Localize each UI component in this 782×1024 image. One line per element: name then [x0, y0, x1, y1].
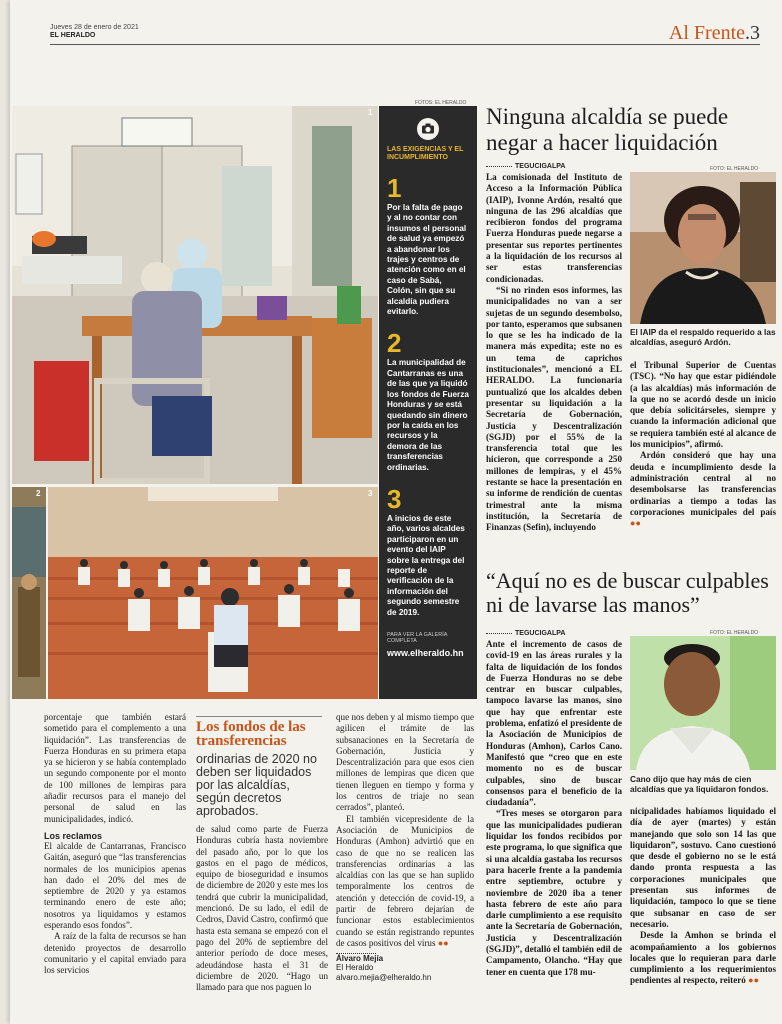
author-email[interactable]: alvaro.mejia@elheraldo.hn [336, 973, 432, 983]
paragraph-text: Desde la Amhon se brinda el acompañamiento a los gobiernos locales que lo requieran para darle cumplimiento a los requerimientos pendientes al respecto, reiteró [630, 930, 776, 986]
photo-number-1: 1 [368, 108, 373, 117]
sidebar-title: LAS EXIGENCIAS Y EL INCUMPLIMIENTO [387, 146, 464, 161]
photo-number-3: 3 [368, 489, 373, 498]
paragraph: El alcalde de Cantarranas, Francisco Gaitán, aseguró que “las transferencias normales de los municipios apenas han dado el 20% del mes de septiembre de 2020 y ya estamos terminando enero de este año; nosotros ya liquidamos y estamos esperando esos fondos”. [44, 840, 186, 931]
section-title [669, 22, 760, 45]
sidebar-exigencias [379, 106, 477, 699]
photo-ivonne-ardon [630, 172, 776, 324]
sidebar-text: La municipalidad de Cantarranas es una de las que ya liquidó los fondos de Fuerza Honduras y se está quedando sin dinero por la caída en los recursos y la demora de las transferencias ordinarias. [387, 358, 469, 472]
page-number: .3 [745, 22, 760, 44]
end-mark: ●● [748, 975, 760, 986]
photo-credit-top: FOTOS: EL HERALDO [415, 100, 467, 106]
author-outlet: El Heraldo [336, 963, 374, 973]
portrait-illustration [630, 172, 776, 324]
paragraph-text: El también vicepresidente de la Asociación de Municipios de Honduras (Amhon) advirtió que en caso de que no se realicen las transferencias ordinarias a las alcaldías con las que se han suplido temporalmente los centros de atención y detección de covid-19, a partir de febrero dejarían de funcionar estos establecimientos cuando se están registrando repuntes de casos positivos del virus [336, 813, 474, 948]
main-column3 [336, 712, 474, 983]
paragraph [630, 930, 776, 986]
sidebar-number: 1 [387, 173, 402, 203]
photo-credit-ardon: FOTO: EL HERALDO [710, 166, 759, 172]
article2-column1 [486, 639, 622, 978]
photo-carlos-cano [630, 636, 776, 770]
camera-icon [417, 118, 439, 140]
sidebar-number: 2 [387, 328, 402, 359]
event-hall-illustration [48, 487, 378, 699]
section-name: Al Frente [668, 22, 745, 44]
photo-caption-cano: Cano dijo que hay más de cien alcaldías que ya liquidaron fondos. [630, 774, 769, 794]
main-column1 [44, 712, 186, 977]
newspaper-page [10, 0, 782, 1024]
photo-number-2: 2 [36, 489, 41, 498]
sidebar-text: A inicios de este año, varios alcaldes participaron en un evento del IAIP sobre la entrega del reporte de verificación de la información del segundo semestre de 2019. [387, 513, 465, 617]
photo-clinic [12, 106, 378, 484]
photo-credit-cano: FOTO: EL HERALDO [710, 630, 759, 636]
main-column2 [196, 824, 328, 993]
gallery-label: PARA VER LA GALERÍA COMPLETA [387, 632, 448, 644]
article2-column2 [630, 806, 776, 987]
paragraph: de salud como parte de Fuerza Honduras cubría hasta noviembre del pasado año, por lo que los gastos en el pago de médicos, equipo de bioseguridad e insumos de diciembre de 2020 y este mes los tendrá que cubrir la municipalidad, mencionó. De su lado, el edil de Cedros, David Castro, confirmó que hasta esta semana se empezó con el pago del 20% de septiembre del anterior período de doce meses, adeudándose hasta el 31 de diciembre de 2020. “Hago un llamado para que nos paguen lo [196, 824, 328, 993]
header-date: Jueves 28 de enero de 2021 [50, 24, 139, 31]
sidebar-item [387, 328, 469, 472]
paragraph: “Tres meses se otorgaron para que las municipalidades pudieran liquidar los fondos recibidos por este programa, lo que significa que si una alcaldía gastaba los recursos para hacerle frente a la pandemia entre septiembre, octubre y noviembre de 2020 iba a tener hasta febrero de este año para darle cumplimiento a ese requisito ante la Secretaría de Gobernación, Justicia y Descentralización (SGJD)”, detalló el también edil de Campamento, Olancho. “Hay que tener en cuenta que 178 mu- [486, 808, 622, 977]
header-paper-name: EL HERALDO [50, 32, 96, 39]
paragraph: A raíz de la falta de recursos se han detenido proyectos de desarrollo comunitario y el capital enviado para los servicios [44, 931, 186, 976]
pullquote-rule [196, 716, 322, 717]
narrow-illustration [12, 487, 46, 699]
portrait-illustration [630, 636, 776, 770]
paragraph: “Si no rinden esos informes, las municipalidades no van a ser sujetas de un segundo desembolso, por tanto, esperamos que subsanen lo que se les ha indicado de la manera más expedita; este no es un tema de caprichos institucionales”, mencionó a EL HERALDO. La funcionaria puntualizó que los alcaldes deben presentar su liquidación a la Secretaría de Gobernación, Justicia y Descentralización (SGJD) por el 55% de la transferencia total que les hicieron, que corresponde a 250 millones de lempiras, y el 45% restante se hace la presentación en su informe de rendición de cuentas trimestral ante la misma institución, la Secretaría de Finanzas (Sefin), incluyendo [486, 284, 623, 533]
paragraph: porcentaje que también estará sometido para el complemento a una liquidación”. Las transferencias de Fuerza Honduras en su primera etapa ya se hicieron y se había contemplado un segundo componente por el monto de 100 millones de lempiras para añadir recursos para el manejo del personal de salud en las municipalidades, indicó. [44, 712, 186, 824]
article1-column1 [486, 172, 622, 534]
sidebar-text: Por la falta de pago y al no contar con insumos el personal de salud ya empezó a abandonar los trajes y centros de atención como en el caso de Sabá, Colón, sin que su alcaldía pudiera evitarlo. [387, 203, 467, 317]
sidebar-item [387, 483, 469, 618]
paragraph [336, 814, 474, 950]
paragraph: nicipalidades habíamos liquidado el día de ayer (martes) y están manejando que solo son 14 las que liquidaron”, sostuvo. Cano cuestionó que desde el gobierno no se le está dando pronta respuesta a las corporaciones municipales que presentan sus informes de liquidación, tampoco lo que se tiene que subsanar en caso de ser necesario. [630, 806, 776, 929]
sidebar-item [387, 173, 469, 317]
gallery-link[interactable]: www.elheraldo.hn [387, 648, 464, 658]
photo-mayor-narrow [12, 487, 46, 699]
clinic-illustration [12, 106, 378, 484]
article1-column2 [630, 360, 776, 529]
paragraph [630, 450, 776, 529]
article1-dateline: TEGUCIGALPA [486, 163, 565, 170]
paragraph: el Tribunal Superior de Cuentas (TSC). “No hay que estar pidiéndole (a las alcaldías) más información de la que no se acordó desde un inicio que debía solicitárseles, siempre y cuando la información adicional que se requiera también esté al alcance de los municipios”, afirmó. [630, 360, 776, 450]
paragraph: Ante el incremento de casos de covid-19 en las áreas rurales y la falta de liquidación de los fondos de Fuerza Honduras no se debe centrar en buscar culpables, tampoco lavarse las manos, sino que hay que enfrentar este problema, enfatizó el presidente de la Asociación de Municipios de Honduras (Amhon), Carlos Cano. Manifestó que “creo que en este momento no es de buscar culpables, sino de buscar consensos para el beneficio de la ciudadanía”. [486, 639, 622, 808]
sidebar-number: 3 [387, 483, 402, 514]
author-name: Álvaro Mejía [336, 954, 384, 964]
pullquote-title: Los fondos de las transferencias [196, 719, 306, 749]
article2-headline: “Aquí no es de buscar culpables ni de lavarse las manos” [486, 568, 769, 617]
article2-dateline: TEGUCIGALPA [486, 630, 565, 637]
paragraph: La comisionada del Instituto de Acceso a la Información Pública (IAIP), Ivonne Ardón, resaltó que ninguna de las 296 alcaldías que recibieron fondos del programa Fuerza Honduras puede negarse a presentar sus reportes pertinentes a la liquidación de los recursos al ser estas transferencias condicionadas. [486, 172, 622, 284]
header-rule [50, 44, 760, 45]
end-mark: ●● [630, 518, 641, 529]
pullquote-body: ordinarias de 2020 no deben ser liquidados por las alcaldías, según decretos aprobados. [196, 752, 317, 818]
paragraph: que nos deben y al mismo tiempo que agilicen el trámite de las subsanaciones en la Secretaría de Gobernación, Justicia y Descentralización para que esos cien millones de lempiras que dicen que tienen lleguen en tiempo y forma y los centros de triaje no sean cerrados”, planteó. [336, 712, 474, 813]
paragraph-text: Ardón consideró que hay una deuda e incumplimiento desde la administración central al no desembolsarse las transferencias ordinarias a tiempo a todas las corporaciones municipales del país [630, 450, 776, 517]
article1-headline: Ninguna alcaldía se puede negar a hacer liquidación [486, 104, 729, 155]
end-mark: ●● [437, 937, 449, 948]
photo-caption-ardon: El IAIP da el respaldo requerido a las alcaldías, aseguró Ardón. [630, 327, 776, 347]
subhead-reclamos: Los reclamos [44, 830, 103, 841]
photo-event-hall [48, 487, 378, 699]
